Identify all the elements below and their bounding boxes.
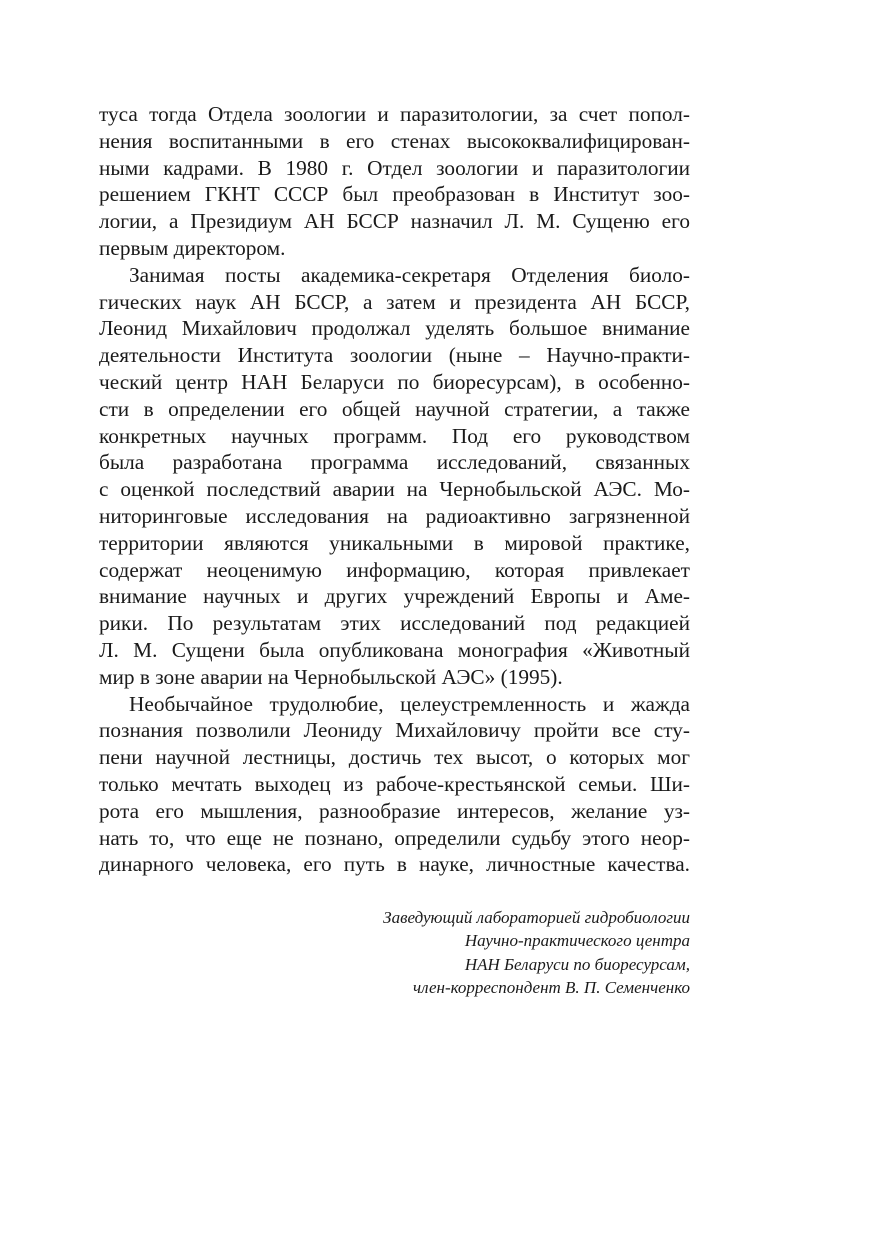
text-line: нения воспитанными в его стенах высококвалифицирован-: [99, 128, 690, 153]
text-line: с оценкой последствий аварии на Чернобыльской АЭС. Мо-: [99, 477, 690, 502]
text-line: познания позволили Леониду Михайловичу пройти все сту-: [99, 718, 690, 743]
text-line: Необычайное трудолюбие, целеустремленность и жажда: [129, 691, 690, 716]
text-line: динарного человека, его путь в науке, личностные качества.: [99, 852, 690, 877]
text-line: Л. М. Сущени была опубликована монография «Животный: [99, 637, 690, 662]
paragraph: [99, 262, 690, 691]
author-signature: [99, 906, 690, 999]
text-line: содержат неоценимую информацию, которая привлекает: [99, 557, 690, 582]
text-line: только мечтать выходец из рабоче-крестьянской семьи. Ши-: [99, 771, 690, 796]
document-body: [99, 101, 690, 878]
signature-line: Научно-практического центра: [464, 931, 690, 951]
text-line: мир в зоне аварии на Чернобыльской АЭС» (1995).: [99, 664, 563, 689]
text-line: территории являются уникальными в мировой практике,: [99, 530, 690, 555]
text-line: ческий центр НАН Беларуси по биоресурсам), в особенно-: [99, 369, 690, 394]
text-line: конкретных научных программ. Под его руководством: [99, 423, 690, 448]
text-line: пени научной лестницы, достичь тех высот, о которых мог: [99, 745, 690, 770]
signature-line: член-корреспондент В. П. Семенченко: [413, 977, 690, 997]
paragraph: [99, 691, 690, 879]
text-line: ниторинговые исследования на радиоактивно загрязненной: [99, 503, 690, 528]
text-line: первым директором.: [99, 235, 286, 260]
text-line: решением ГКНТ СССР был преобразован в Институт зоо-: [99, 182, 690, 207]
signature-line: Заведующий лабораторией гидробиологии: [383, 908, 690, 927]
text-line: рики. По результатам этих исследований под редакцией: [99, 611, 690, 636]
text-line: деятельности Института зоологии (ныне – Научно-практи-: [99, 343, 690, 368]
text-line: Леонид Михайлович продолжал уделять большое внимание: [99, 316, 690, 341]
text-line: нать то, что еще не познано, определили судьбу этого неор-: [99, 825, 690, 850]
text-line: туса тогда Отдела зоологии и паразитологии, за счет попол-: [99, 102, 690, 126]
paragraph: [99, 101, 690, 262]
text-line: ными кадрами. В 1980 г. Отдел зоологии и паразитологии: [99, 155, 690, 180]
text-line: сти в определении его общей научной стратегии, а также: [99, 396, 690, 421]
text-line: внимание научных и других учреждений Европы и Аме-: [99, 584, 690, 609]
text-line: гических наук АН БССР, а затем и президента АН БССР,: [99, 289, 690, 314]
text-line: Занимая посты академика-секретаря Отделения биоло-: [129, 262, 690, 287]
signature-line: НАН Беларуси по биоресурсам,: [464, 954, 690, 974]
text-line: была разработана программа исследований, связанных: [99, 450, 690, 475]
text-line: логии, а Президиум АН БССР назначил Л. М. Сущеню его: [99, 209, 690, 234]
text-line: рота его мышления, разнообразие интересов, желание уз-: [99, 798, 690, 823]
